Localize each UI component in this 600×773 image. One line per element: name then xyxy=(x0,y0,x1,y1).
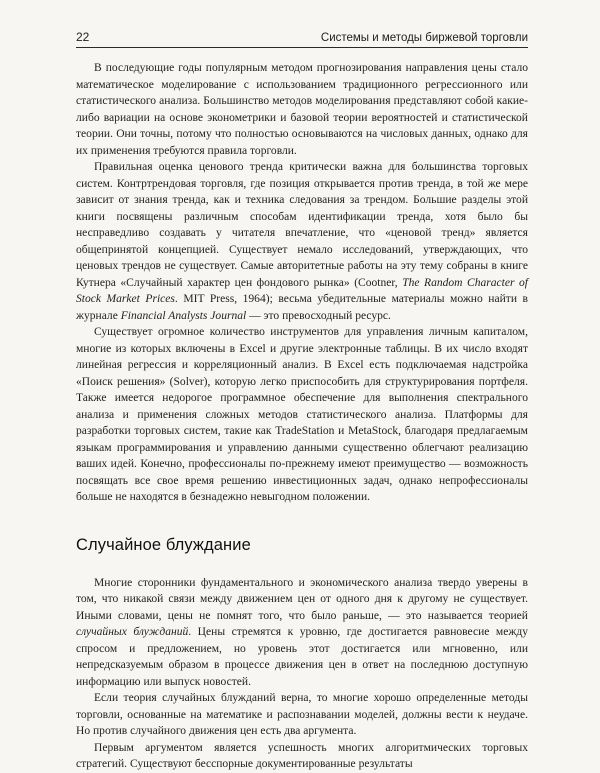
paragraph-4-start: Многие сторонники фундаментального и экономического анализа твердо уверены в том, что никакой связи между движением цен от одного дня к другому не существует. Иными словами, цены не помнят того, что было раньше, — это называется теорией xyxy=(76,576,528,622)
paragraph-2-start: Правильная оценка ценового тренда критически важна для большинства торговых систем. Контртрендовая торговля, где позиция открывается против тренда, в той же мере зависит от знания тренда, как и техника следования за трендом. Большие разделы этой книги посвящены различным способам идентификации тренда, хотя было бы несправедливо создавать у читателя впечатление, что «ценовой тренд» является общепринятой концепцией. Существует немало исследований, утверждающих, что ценовых трендов не существует. Самые авторитетные работы на эту тему собраны в книге Кутнера «Случайный характер цен фондового рынка» (Cootner, xyxy=(76,161,528,289)
page-body xyxy=(76,60,528,773)
page-number: 22 xyxy=(76,30,90,44)
book-title-italic: The Random Character of Stock Market Prices xyxy=(76,276,528,305)
paragraph-4-end: . Цены стремятся к уровню, где достигается равновесие между спросом и предложением, но уровень этот достигается или мгновенно, или непредсказуемым образом в процессе движения цен в ответ на последнюю доступную информацию или выпуск новостей. xyxy=(76,626,528,688)
paragraph-3: Существует огромное количество инструментов для управления личным капиталом, многие из которых включены в Excel и другие электронные таблицы. В их число входят линейная регрессия и корреляционный анализ. В Excel есть подключаемая надстройка «Поиск решения» (Solver), которую легко приспособить для структурирования портфеля. Также имеется недорогое программное обеспечение для выполнения спектрального анализа и применения сложных методов статистического анализа. Платформы для разработки торговых систем, такие как TradeStation и MetaStock, благодаря предлагаемым языкам программирования и управлению данными существенно облегчают реализацию ваших идей. Конечно, профессионалы по-прежнему имеют преимущество — возможность посвящать все свое время решению инвестиционных задач, однако непрофессионалы больше не находятся в безнадежно невыгодном положении. xyxy=(76,326,528,503)
paragraph-6: Первым аргументом является успешность многих алгоритмических торговых стратегий. Существуют бесспорные документированные результаты xyxy=(76,741,528,770)
paragraph-2 xyxy=(76,159,528,324)
paragraph-5: Если теория случайных блужданий верна, то многие хорошо определенные методы торговли, основанные на математике и распознавании моделей, должны вести к неудаче. Но против случайного движения цен есть два аргумента. xyxy=(76,692,528,737)
random-walk-term: случайных блужданий xyxy=(76,626,189,638)
section-heading: Случайное блуждание xyxy=(76,535,251,554)
running-title: Системы и методы биржевой торговли xyxy=(320,32,528,44)
journal-title-italic: Financial Analysts Journal xyxy=(120,309,247,322)
paragraph-1: В последующие годы популярным методом прогнозирования направления цены стало математическое моделирование с использованием традиционного регрессионного или статистического анализа. Большинство методов моделирования представляют собой какие-либо вариации на основе эконометрики и базовой теории вероятностей и статистической теории. Они точны, потому что полностью основываются на числовых данных, однако для их применения требуются правила торговли. xyxy=(76,62,528,157)
paragraph-4 xyxy=(76,575,528,691)
paragraph-2-end: — это превосходный ресурс. xyxy=(246,309,391,322)
paragraph-2-middle: . MIT Press, 1964); весьма убедительные материалы можно найти в журнале xyxy=(76,293,528,322)
running-header xyxy=(76,22,528,48)
